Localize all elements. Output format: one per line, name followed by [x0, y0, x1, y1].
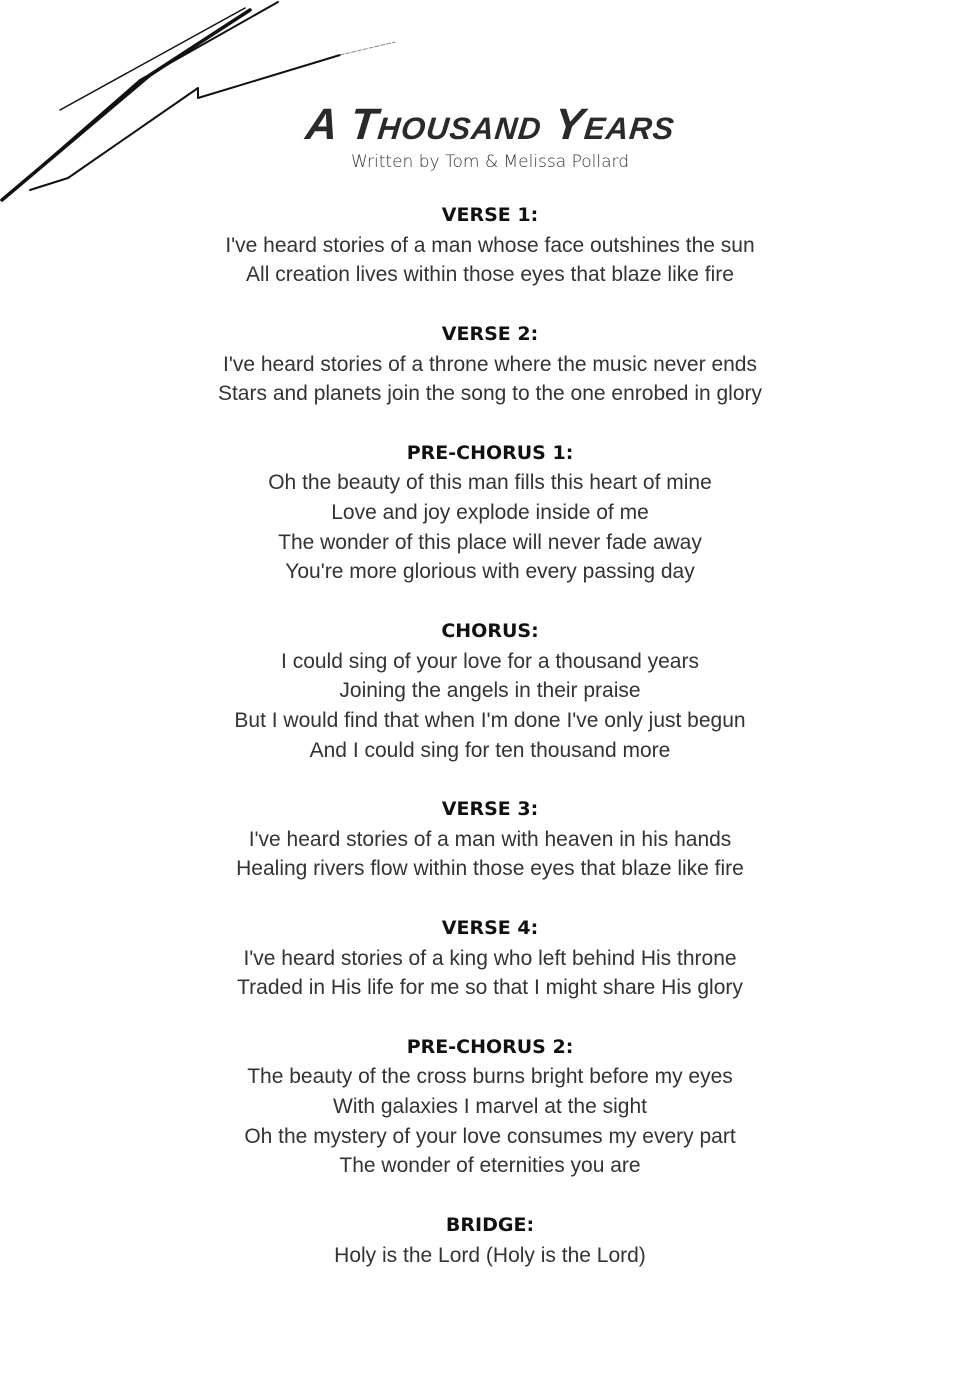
lyric-line: I've heard stories of a man whose face outshines the sun [225, 233, 755, 257]
section-heading: VERSE 4: [441, 916, 539, 939]
lyric-line: Joining the angels in their praise [339, 679, 641, 703]
section-heading: VERSE 3: [441, 798, 539, 820]
lyric-line: All creation lives within those eyes that blaze like fire [246, 263, 734, 287]
lyric-line: But I would find that when I'm done I've only just begun [234, 708, 746, 732]
section-heading: PRE-CHORUS 2: [406, 1035, 574, 1058]
lyric-line: Oh the beauty of this man fills this heart of mine [268, 471, 712, 495]
section-heading: VERSE 1: [441, 204, 539, 226]
lyric-line: I've heard stories of a man with heaven in his hands [248, 827, 732, 851]
lyric-section [0, 1211, 980, 1270]
lyric-line: With galaxies I marvel at the sight [333, 1095, 647, 1118]
lyric-line: The wonder of this place will never fade away [278, 530, 702, 554]
lyric-line: Love and joy explode inside of me [331, 501, 649, 524]
lyrics [0, 201, 980, 1300]
lyric-line: The wonder of eternities you are [339, 1154, 641, 1178]
section-heading: CHORUS: [441, 619, 539, 642]
lyric-line: Holy is the Lord (Holy is the Lord) [334, 1243, 646, 1267]
lyric-line: I've heard stories of a king who left behind His throne [243, 946, 737, 970]
lyric-line: I could sing of your love for a thousand years [281, 649, 699, 673]
lyric-line: Stars and planets join the song to the one enrobed in glory [217, 382, 763, 406]
lyric-section [0, 201, 980, 290]
song-title: A Thousand Years [303, 100, 678, 149]
lyric-line: Oh the mystery of your love consumes my every part [244, 1124, 736, 1148]
lyric-line: Healing rivers flow within those eyes that blaze like fire [236, 857, 744, 881]
lyric-line: Traded in His life for me so that I might share His glory [237, 976, 743, 1000]
lyric-section [0, 1033, 980, 1182]
lyric-section [0, 795, 980, 884]
lyric-section [0, 439, 980, 588]
section-heading: BRIDGE: [445, 1213, 535, 1236]
lyric-line: The beauty of the cross burns bright before my eyes [247, 1065, 733, 1089]
lyric-line: And I could sing for ten thousand more [309, 738, 671, 762]
section-heading: VERSE 2: [441, 322, 539, 345]
lyric-line: You're more glorious with every passing day [285, 560, 695, 584]
lyric-section [0, 320, 980, 409]
lyric-section [0, 914, 980, 1003]
song-credits: Written by Tom & Melissa Pollard [350, 152, 629, 172]
lyric-line: I've heard stories of a throne where the music never ends [223, 352, 757, 376]
lyric-section [0, 617, 980, 766]
section-heading: PRE-CHORUS 1: [406, 441, 574, 464]
